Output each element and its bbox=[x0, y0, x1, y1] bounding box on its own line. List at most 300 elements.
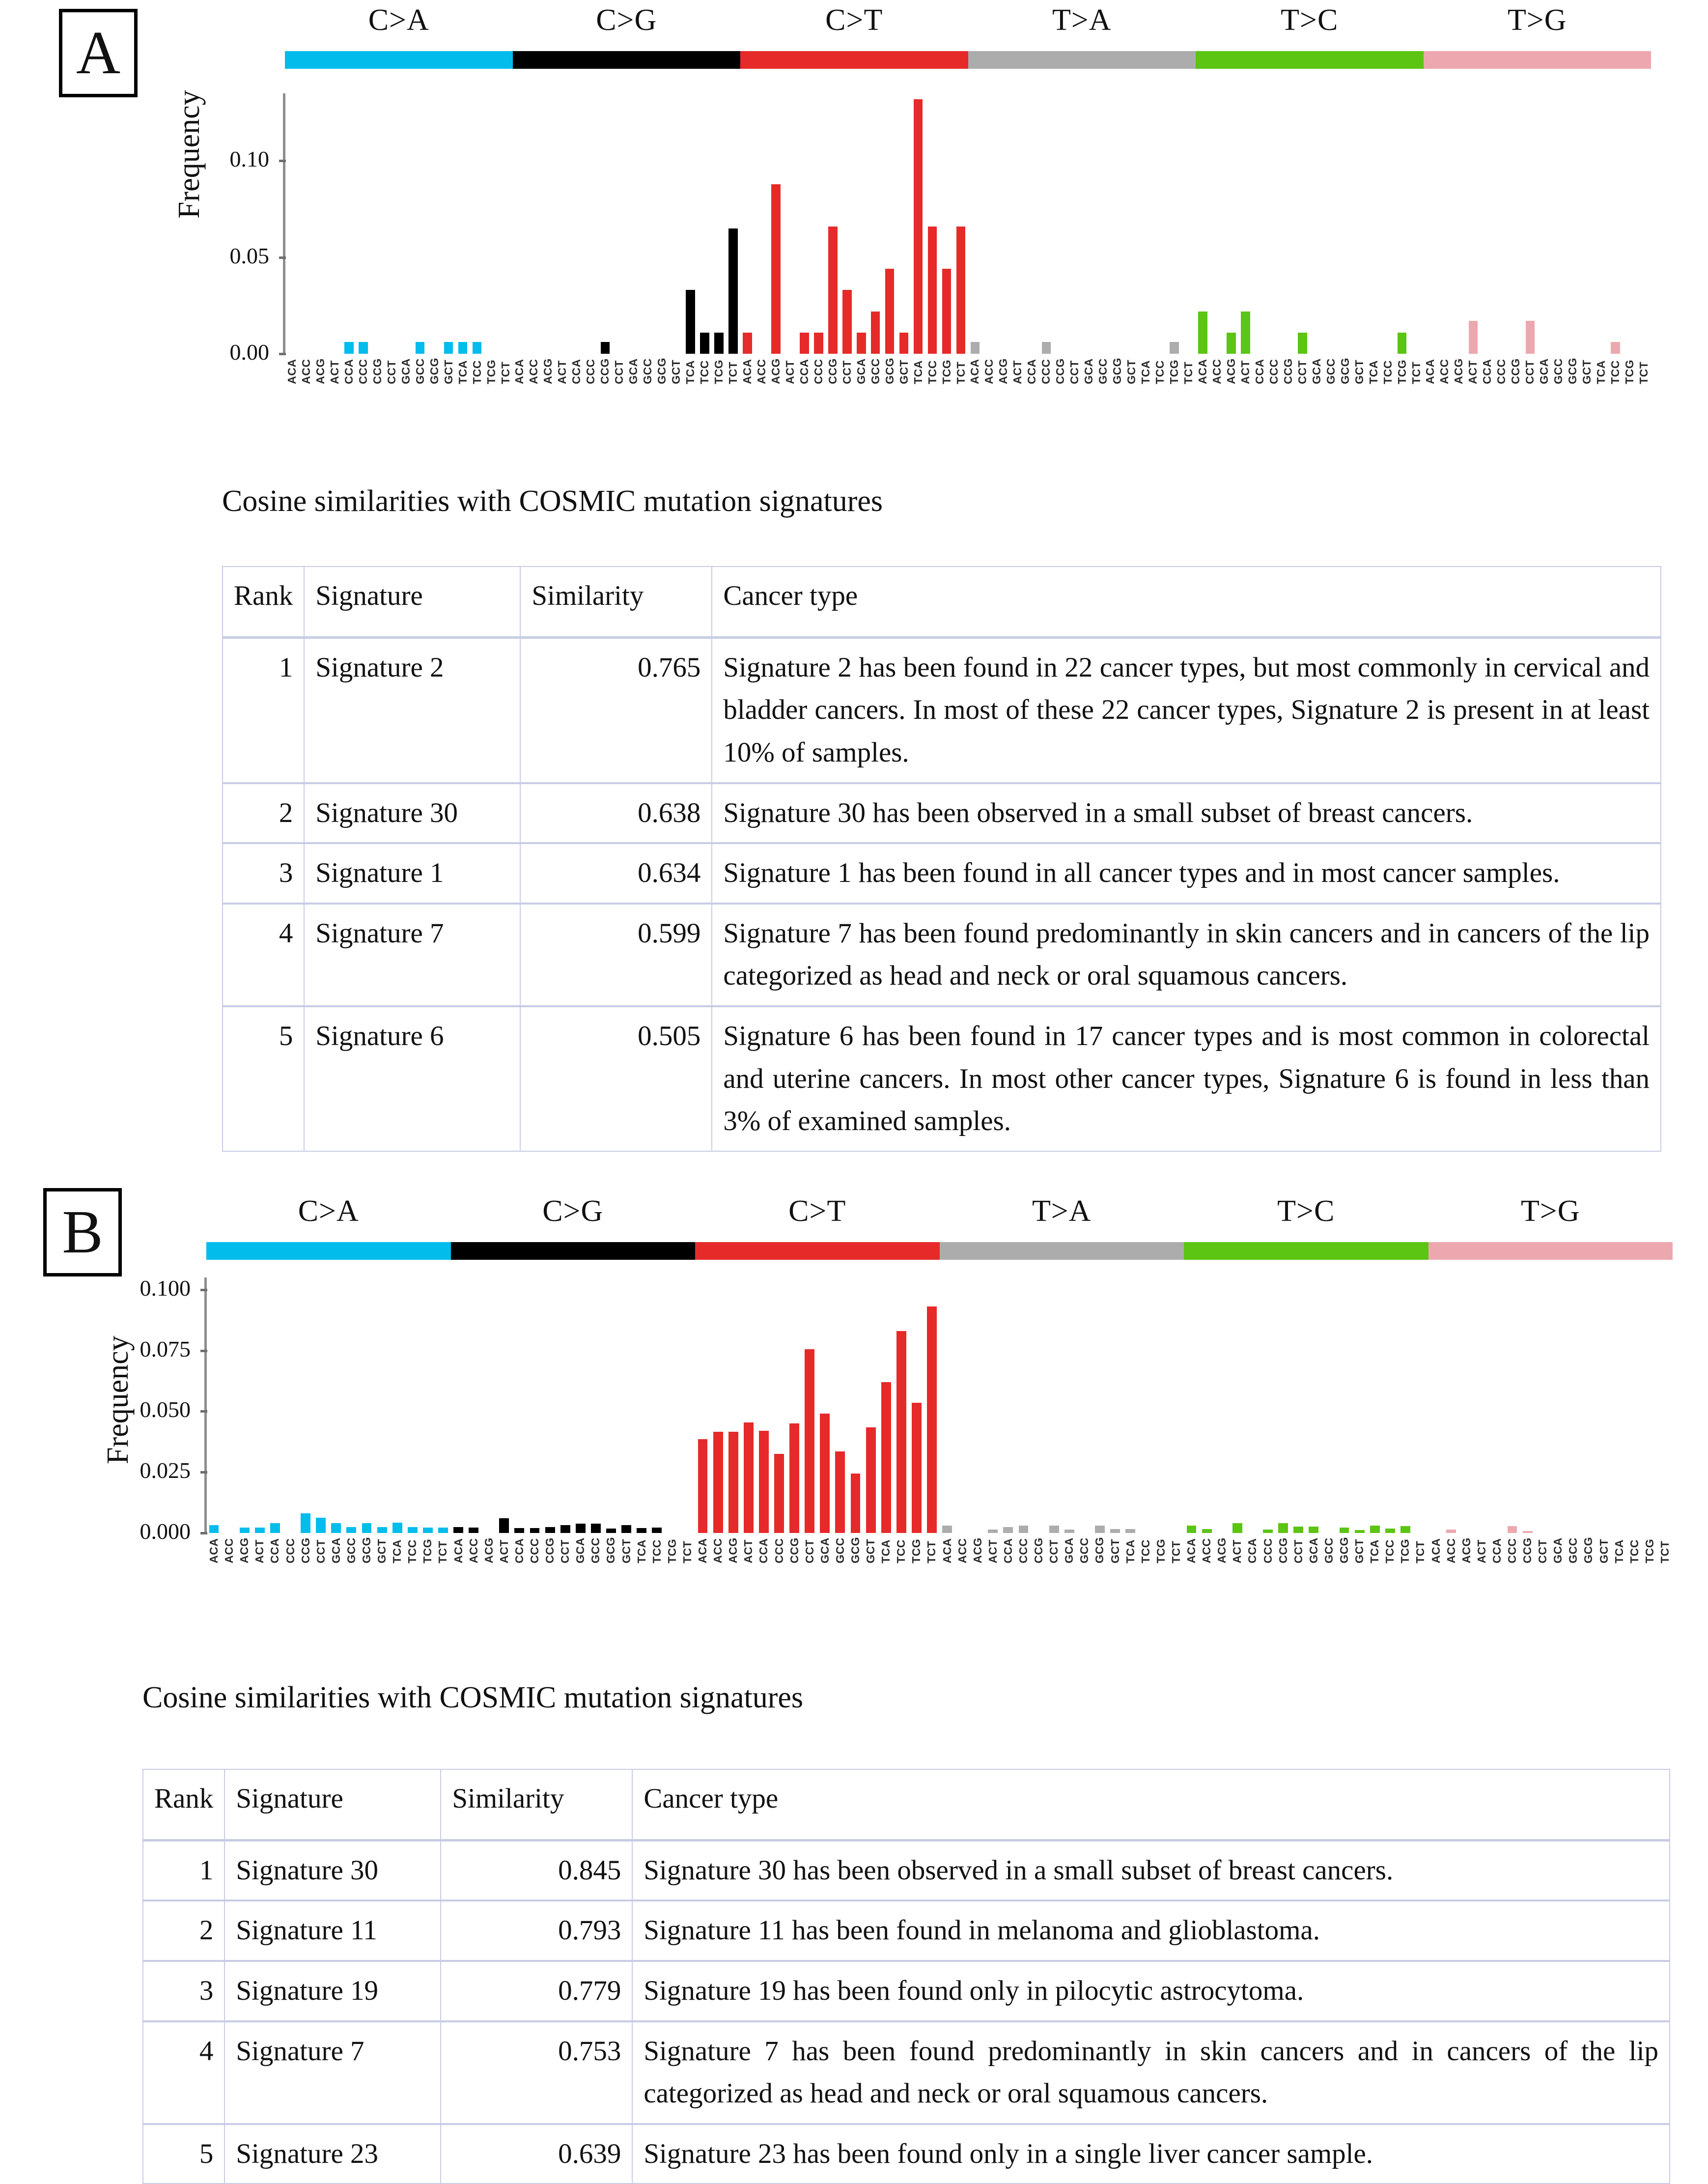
bar-slot bbox=[1489, 1277, 1505, 1533]
bar-slot bbox=[641, 93, 655, 354]
x-tick: TCG bbox=[910, 1538, 923, 1563]
bar-slot bbox=[802, 1277, 817, 1533]
bar-slot bbox=[1016, 1277, 1031, 1533]
x-tick: TCT bbox=[1637, 361, 1651, 384]
bar-slot bbox=[863, 1277, 878, 1533]
bar-slot bbox=[1077, 1277, 1092, 1533]
bar-slot bbox=[405, 1277, 420, 1533]
mutation-bar bbox=[359, 342, 368, 354]
mutation-bar bbox=[912, 1403, 922, 1533]
x-tick: ACT bbox=[1011, 360, 1024, 384]
x-tick: GCA bbox=[1551, 1537, 1565, 1563]
x-tick: ACG bbox=[482, 1537, 495, 1563]
x-tick: CCG bbox=[1276, 1537, 1289, 1563]
x-tick: ACG bbox=[313, 358, 327, 384]
mutation-bar bbox=[771, 184, 781, 354]
panel-a-y-axis-label: Frequency bbox=[172, 90, 206, 219]
bar-slot bbox=[1608, 93, 1623, 354]
x-tick: GCC bbox=[641, 358, 654, 384]
x-tick: ACC bbox=[755, 359, 768, 384]
cell-signature: Signature 7 bbox=[304, 904, 520, 1006]
mutation-type-colorblock-T-to-G bbox=[1428, 1242, 1673, 1260]
mutation-type-colorblock-C-to-G bbox=[513, 51, 741, 69]
bar-slot bbox=[940, 1277, 955, 1533]
bar-slot bbox=[940, 93, 954, 354]
bar-slot bbox=[598, 93, 612, 354]
bar-slot bbox=[1381, 93, 1395, 354]
panel-b-x-tick-labels bbox=[206, 1537, 1673, 1563]
x-tick: ACA bbox=[696, 1538, 709, 1563]
cell-signature: Signature 6 bbox=[304, 1006, 520, 1151]
x-tick: CCA bbox=[512, 1538, 526, 1563]
bar-slot bbox=[897, 93, 911, 354]
x-tick: GCT bbox=[1353, 1538, 1366, 1563]
bar-slot bbox=[1108, 1277, 1123, 1533]
y-tick-label: 0.05 bbox=[229, 243, 269, 268]
mutation-bar bbox=[828, 227, 838, 354]
bar-slot bbox=[1123, 1277, 1138, 1533]
x-tick: ACA bbox=[451, 1538, 465, 1563]
mutation-type-label-C-to-A: C>A bbox=[368, 3, 429, 37]
bar-slot bbox=[1466, 93, 1480, 354]
mutation-bar bbox=[576, 1524, 586, 1533]
bar-slot bbox=[1642, 1277, 1657, 1533]
bar-slot bbox=[1025, 93, 1039, 354]
y-tick-label: 0.050 bbox=[140, 1397, 191, 1422]
x-tick: GCA bbox=[1310, 358, 1323, 384]
x-tick: ACA bbox=[740, 359, 754, 384]
bar-slot bbox=[756, 1277, 771, 1533]
x-tick: CCC bbox=[812, 359, 825, 384]
mutation-bar bbox=[1309, 1527, 1318, 1533]
bar-slot bbox=[1395, 93, 1409, 354]
bar-slot bbox=[413, 93, 427, 354]
x-tick: GCG bbox=[1111, 358, 1124, 384]
bar-slot bbox=[442, 93, 456, 354]
mutation-bar bbox=[800, 333, 809, 354]
x-tick: TCG bbox=[665, 1538, 678, 1563]
x-tick: GCG bbox=[1566, 358, 1579, 384]
x-tick: ACA bbox=[1429, 1538, 1442, 1563]
mutation-type-label-C-to-A: C>A bbox=[298, 1194, 359, 1228]
bar-slot bbox=[665, 1277, 680, 1533]
mutation-bar bbox=[362, 1523, 372, 1533]
x-tick: CCG bbox=[826, 358, 839, 384]
bar-slot bbox=[1480, 93, 1494, 354]
x-tick: CCG bbox=[1054, 358, 1067, 384]
x-tick: ACT bbox=[1466, 360, 1480, 384]
mutation-bar bbox=[301, 1513, 310, 1533]
mutation-type-label-C-to-G: C>G bbox=[542, 1194, 604, 1228]
mutation-bar bbox=[759, 1431, 769, 1533]
x-tick: CCA bbox=[1246, 1538, 1259, 1563]
x-tick: TCA bbox=[456, 360, 469, 384]
x-tick: ACG bbox=[1224, 358, 1237, 384]
x-tick: CCC bbox=[1506, 1538, 1519, 1563]
bar-slot bbox=[1413, 1277, 1428, 1533]
bar-slot bbox=[527, 1277, 542, 1533]
x-tick: GCA bbox=[627, 358, 640, 384]
mutation-bar bbox=[851, 1474, 861, 1533]
x-tick: GCT bbox=[1125, 359, 1138, 384]
panel-a-mutation-type-colorbar bbox=[285, 51, 1651, 69]
x-tick: TCC bbox=[1383, 1539, 1397, 1563]
bar-slot bbox=[1001, 1277, 1016, 1533]
bar-slot bbox=[1594, 93, 1608, 354]
cell-cancer-type: Signature 1 has been found in all cancer types and in most cancer samples. bbox=[712, 843, 1661, 904]
x-tick: TCT bbox=[1414, 1540, 1427, 1563]
bar-slot bbox=[1169, 1277, 1184, 1533]
mutation-bar bbox=[377, 1527, 387, 1533]
bar-slot bbox=[1657, 1277, 1673, 1533]
bar-slot bbox=[1494, 93, 1509, 354]
x-tick: CCT bbox=[840, 360, 853, 384]
cell-rank: 4 bbox=[223, 904, 304, 1006]
x-tick: ACA bbox=[513, 359, 526, 384]
x-tick: CCA bbox=[1025, 359, 1038, 384]
bar-slot bbox=[285, 93, 299, 354]
bar-slot bbox=[588, 1277, 603, 1533]
mutation-bar bbox=[835, 1451, 845, 1533]
bar-slot bbox=[527, 93, 541, 354]
x-tick: GCA bbox=[1082, 358, 1095, 384]
mutation-bar bbox=[820, 1414, 830, 1533]
y-tick-label: 0.100 bbox=[140, 1275, 191, 1301]
mutation-type-label-T-to-G: T>G bbox=[1520, 1194, 1580, 1228]
bar-slot bbox=[741, 1277, 756, 1533]
x-tick: CCC bbox=[1267, 359, 1280, 384]
bar-slot bbox=[328, 93, 342, 354]
bar-slot bbox=[344, 1277, 359, 1533]
x-tick: ACG bbox=[1215, 1537, 1229, 1563]
mutation-type-colorblock-T-to-C bbox=[1184, 1242, 1428, 1260]
x-tick: ACG bbox=[1452, 358, 1465, 384]
mutation-bar bbox=[814, 333, 823, 354]
mutation-bar bbox=[744, 1422, 754, 1533]
mutation-bar bbox=[871, 312, 880, 354]
bar-slot bbox=[1324, 93, 1338, 354]
mutation-type-label-C-to-G: C>G bbox=[596, 3, 657, 37]
bar-slot bbox=[1550, 1277, 1566, 1533]
bar-slot bbox=[222, 1277, 237, 1533]
x-tick: ACA bbox=[940, 1538, 953, 1563]
cell-rank: 4 bbox=[143, 2021, 224, 2124]
x-tick: TCC bbox=[698, 360, 711, 384]
x-tick: ACC bbox=[955, 1538, 969, 1563]
mutation-bar bbox=[1278, 1523, 1288, 1533]
x-tick: ACT bbox=[328, 360, 341, 384]
bar-slot bbox=[909, 1277, 924, 1533]
mutation-bar bbox=[1003, 1527, 1013, 1533]
bar-slot bbox=[996, 93, 1010, 354]
x-tick: ACG bbox=[238, 1537, 251, 1563]
bar-slot bbox=[1424, 93, 1438, 354]
x-tick: CCC bbox=[584, 359, 597, 384]
bar-slot bbox=[817, 1277, 833, 1533]
bar-slot bbox=[1267, 93, 1281, 354]
x-tick: TCC bbox=[1609, 360, 1622, 384]
mutation-bar bbox=[1298, 333, 1307, 354]
bar-slot bbox=[1153, 1277, 1169, 1533]
bar-slot bbox=[1551, 93, 1566, 354]
x-tick: TCC bbox=[650, 1539, 663, 1563]
mutation-bar bbox=[805, 1349, 814, 1533]
mutation-bar bbox=[1340, 1528, 1349, 1533]
mutation-bar bbox=[1198, 312, 1207, 354]
mutation-bar bbox=[453, 1527, 463, 1533]
y-tick-label: 0.025 bbox=[140, 1458, 191, 1483]
y-tick-label: 0.000 bbox=[140, 1519, 191, 1544]
x-tick: CCG bbox=[1032, 1537, 1045, 1563]
cell-cancer-type: Signature 7 has been found predominantly in skin cancers and in cancers of the lip categorized as head and neck or oral squamous cancers. bbox=[712, 904, 1661, 1006]
bar-slot bbox=[1627, 1277, 1642, 1533]
mutation-bar bbox=[1385, 1529, 1395, 1533]
bar-slot bbox=[894, 1277, 909, 1533]
bar-slot bbox=[1010, 93, 1025, 354]
x-tick: CCA bbox=[797, 359, 811, 384]
mutation-bar bbox=[885, 269, 895, 354]
bar-slot bbox=[1566, 93, 1580, 354]
x-tick: CCG bbox=[598, 358, 612, 384]
x-tick: ACC bbox=[223, 1538, 236, 1563]
x-tick: TCT bbox=[499, 361, 512, 384]
bar-slot bbox=[883, 93, 897, 354]
bar-slot bbox=[1367, 1277, 1382, 1533]
x-tick: ACT bbox=[1475, 1539, 1488, 1563]
y-tick-label: 0.10 bbox=[229, 146, 269, 172]
x-tick: TCT bbox=[1409, 361, 1423, 384]
bar-slot bbox=[954, 93, 968, 354]
bar-slot bbox=[1092, 1277, 1107, 1533]
cell-rank: 3 bbox=[223, 843, 304, 904]
bar-slot bbox=[1291, 1277, 1306, 1533]
x-tick: ACG bbox=[1459, 1537, 1473, 1563]
mutation-type-label-T-to-A: T>A bbox=[1052, 3, 1112, 37]
x-tick: CCA bbox=[1481, 359, 1494, 384]
bar-slot bbox=[1210, 93, 1224, 354]
bar-slot bbox=[342, 93, 356, 354]
x-tick: TCA bbox=[391, 1539, 404, 1563]
x-tick: CCG bbox=[1521, 1537, 1534, 1563]
x-tick: CCT bbox=[1295, 360, 1309, 384]
column-header-cancer-type: Cancer type bbox=[712, 567, 1661, 637]
bar-slot bbox=[1382, 1277, 1398, 1533]
bar-slot bbox=[1253, 93, 1267, 354]
x-tick: ACG bbox=[997, 358, 1010, 384]
cell-similarity: 0.634 bbox=[520, 843, 712, 904]
mutation-bar bbox=[606, 1529, 616, 1533]
panel-b-y-axis-label: Frequency bbox=[101, 1335, 135, 1464]
x-tick: ACG bbox=[541, 358, 555, 384]
bar-slot bbox=[512, 1277, 527, 1533]
mutation-type-colorblock-T-to-C bbox=[1196, 51, 1424, 69]
x-tick: CCA bbox=[342, 359, 355, 384]
mutation-bar bbox=[914, 99, 923, 354]
panel-b-letter: B bbox=[43, 1188, 122, 1276]
x-tick: CCT bbox=[1291, 1539, 1305, 1563]
cell-cancer-type: Signature 30 has been observed in a small subset of breast cancers. bbox=[712, 783, 1661, 844]
bar-slot bbox=[420, 1277, 435, 1533]
x-tick: ACC bbox=[1438, 359, 1451, 384]
x-tick: ACG bbox=[727, 1537, 740, 1563]
bar-slot bbox=[1196, 93, 1210, 354]
x-tick: CCC bbox=[1017, 1538, 1030, 1563]
x-tick: TCT bbox=[925, 1540, 938, 1563]
bar-slot bbox=[655, 93, 669, 354]
mutation-bar bbox=[881, 1382, 891, 1533]
x-tick: ACC bbox=[299, 359, 312, 384]
x-tick: TCC bbox=[470, 360, 483, 384]
x-tick: TCG bbox=[940, 359, 953, 384]
cell-signature: Signature 30 bbox=[304, 783, 520, 844]
bar-slot bbox=[840, 93, 854, 354]
bar-slot bbox=[1337, 1277, 1352, 1533]
mutation-bar bbox=[1232, 1523, 1242, 1533]
mutation-bar bbox=[1526, 321, 1535, 354]
x-tick: CCA bbox=[268, 1538, 281, 1563]
x-tick: ACC bbox=[1200, 1538, 1213, 1563]
bar-slot bbox=[499, 93, 513, 354]
cell-rank: 5 bbox=[223, 1006, 304, 1151]
table-row bbox=[143, 2021, 1670, 2124]
x-tick: CCG bbox=[543, 1537, 557, 1563]
mutation-bar bbox=[728, 228, 738, 354]
x-tick: TCC bbox=[925, 360, 939, 384]
bar-slot bbox=[541, 93, 555, 354]
x-tick: GCG bbox=[848, 1537, 862, 1563]
mutation-bar bbox=[416, 342, 425, 354]
mutation-bar bbox=[842, 290, 852, 354]
bar-slot bbox=[955, 1277, 970, 1533]
bar-slot bbox=[1452, 93, 1466, 354]
bar-slot bbox=[911, 93, 925, 354]
x-tick: TCG bbox=[712, 359, 726, 384]
cell-similarity: 0.505 bbox=[520, 1006, 712, 1151]
column-header-similarity: Similarity bbox=[520, 567, 712, 637]
bar-slot bbox=[1306, 1277, 1321, 1533]
bar-slot bbox=[970, 1277, 985, 1533]
mutation-bar bbox=[344, 342, 354, 354]
mutation-type-colorblock-C-to-A bbox=[206, 1242, 451, 1260]
cell-similarity: 0.599 bbox=[520, 904, 712, 1006]
bar-slot bbox=[1580, 93, 1594, 354]
x-tick: GCT bbox=[897, 359, 910, 384]
mutation-bar bbox=[1110, 1529, 1120, 1533]
cell-signature: Signature 30 bbox=[224, 1840, 441, 1900]
bar-slot bbox=[1046, 1277, 1062, 1533]
mutation-type-label-T-to-A: T>A bbox=[1032, 1194, 1092, 1228]
bar-slot bbox=[1139, 93, 1153, 354]
bar-slot bbox=[710, 1277, 726, 1533]
bar-slot bbox=[698, 93, 712, 354]
bar-slot bbox=[399, 93, 413, 354]
x-tick: GCG bbox=[1582, 1537, 1595, 1563]
bar-slot bbox=[1181, 93, 1196, 354]
bar-slot bbox=[513, 93, 527, 354]
x-tick: ACG bbox=[971, 1537, 984, 1563]
bar-slot bbox=[1053, 93, 1067, 354]
mutation-bar bbox=[499, 1518, 509, 1533]
mutation-bar bbox=[714, 333, 724, 354]
mutation-bar bbox=[392, 1523, 402, 1533]
bar-slot bbox=[649, 1277, 665, 1533]
bar-slot bbox=[924, 1277, 939, 1533]
panel-a-letter: A bbox=[59, 9, 138, 97]
mutation-bar bbox=[700, 333, 709, 354]
x-tick: GCG bbox=[655, 358, 669, 384]
mutation-bar bbox=[1049, 1526, 1059, 1533]
x-tick: CCT bbox=[314, 1539, 327, 1563]
mutation-bar bbox=[1202, 1529, 1212, 1533]
bar-slot bbox=[695, 1277, 710, 1533]
panel-b-mutation-type-labels bbox=[206, 1194, 1673, 1229]
x-tick: GCC bbox=[344, 1537, 358, 1563]
bar-slot bbox=[470, 93, 484, 354]
mutation-bar bbox=[728, 1432, 738, 1533]
x-tick: ACT bbox=[1238, 360, 1252, 384]
x-tick: GCC bbox=[1552, 358, 1565, 384]
bar-slot bbox=[1409, 93, 1424, 354]
cell-similarity: 0.753 bbox=[441, 2021, 632, 2124]
mutation-bar bbox=[1508, 1526, 1517, 1533]
mutation-type-colorblock-T-to-G bbox=[1424, 51, 1652, 69]
x-tick: CCT bbox=[1047, 1539, 1061, 1563]
x-tick: TCT bbox=[1169, 1540, 1182, 1563]
mutation-bar bbox=[1611, 342, 1620, 354]
bar-slot bbox=[797, 93, 812, 354]
bar-slot bbox=[542, 1277, 558, 1533]
panel-b-table-caption: Cosine similarities with COSMIC mutation signatures bbox=[142, 1681, 804, 1714]
x-tick: TCC bbox=[895, 1539, 908, 1563]
table-row bbox=[223, 783, 1661, 844]
mutation-bar bbox=[346, 1527, 356, 1533]
x-tick: GCG bbox=[427, 358, 441, 384]
mutation-bar bbox=[1241, 312, 1250, 354]
mutation-bar bbox=[956, 227, 966, 354]
mutation-bar bbox=[621, 1525, 631, 1533]
mutation-bar bbox=[423, 1528, 433, 1533]
x-tick: GCA bbox=[1307, 1537, 1320, 1563]
mutation-bar bbox=[560, 1525, 570, 1533]
table-row bbox=[223, 843, 1661, 904]
x-tick: TCC bbox=[1153, 360, 1167, 384]
mutation-type-colorblock-C-to-G bbox=[451, 1242, 696, 1260]
bar-slot bbox=[1295, 93, 1310, 354]
mutation-bar bbox=[1064, 1530, 1074, 1533]
x-tick: TCT bbox=[1182, 361, 1195, 384]
mutation-bar bbox=[1355, 1530, 1365, 1533]
mutation-bar bbox=[971, 342, 980, 354]
x-tick: ACT bbox=[783, 360, 796, 384]
bar-slot bbox=[1082, 93, 1096, 354]
panel-b-bars bbox=[206, 1277, 1673, 1533]
mutation-bar bbox=[942, 1526, 952, 1533]
mutation-bar bbox=[255, 1528, 265, 1533]
panel-b-cosine-similarity-table bbox=[142, 1769, 1670, 2184]
mutation-bar bbox=[743, 333, 752, 354]
cell-cancer-type: Signature 30 has been observed in a small subset of breast cancers. bbox=[632, 1840, 1670, 1900]
x-tick: ACA bbox=[1424, 359, 1437, 384]
cell-similarity: 0.638 bbox=[520, 783, 712, 844]
cell-rank: 1 bbox=[223, 637, 304, 783]
bar-slot bbox=[1167, 93, 1181, 354]
bar-slot bbox=[282, 1277, 298, 1533]
mutation-type-colorblock-C-to-T bbox=[740, 51, 968, 69]
table-row bbox=[223, 1006, 1661, 1151]
bar-slot bbox=[1596, 1277, 1612, 1533]
bar-slot bbox=[1039, 93, 1053, 354]
mutation-type-colorblock-C-to-T bbox=[695, 1242, 940, 1260]
